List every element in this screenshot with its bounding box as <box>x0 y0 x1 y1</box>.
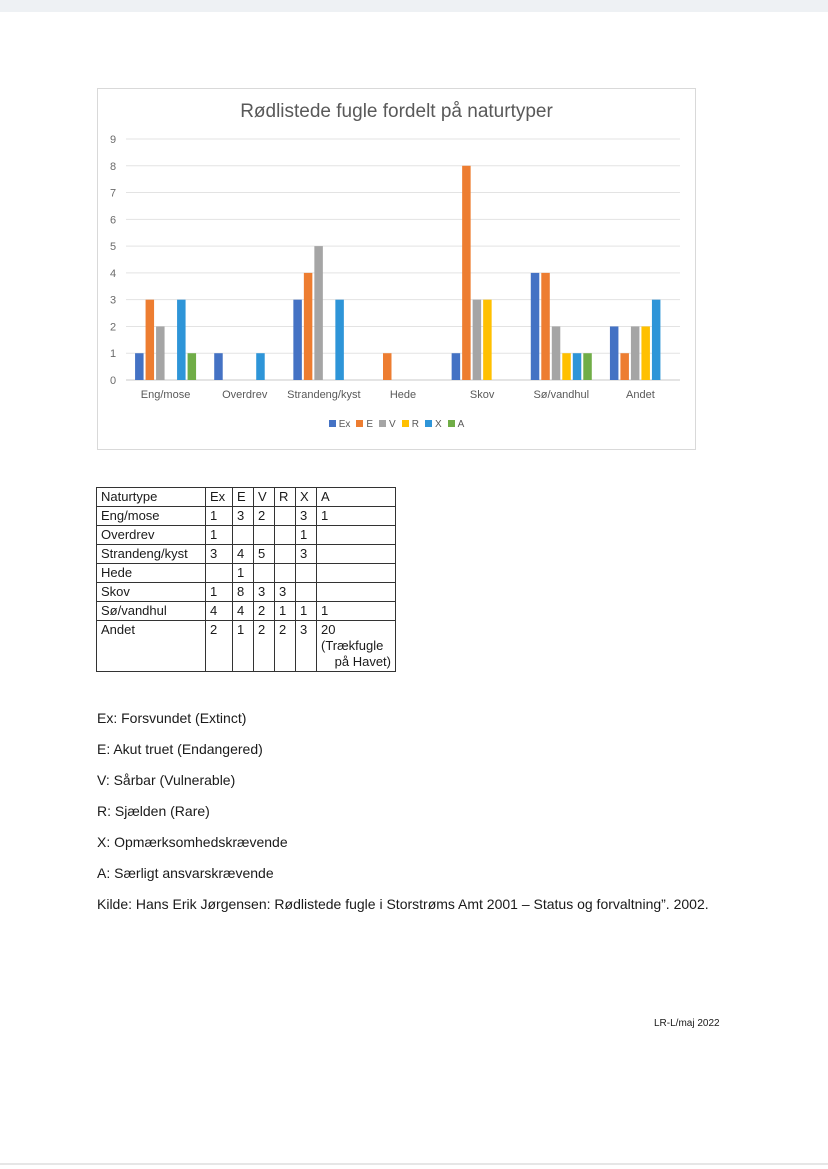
table-cell: 3 <box>296 545 317 564</box>
table-cell: Skov <box>97 583 206 602</box>
table-cell <box>275 564 296 583</box>
y-tick-label: 5 <box>110 241 117 254</box>
table-cell: 1 <box>275 602 296 621</box>
table-cell: 4 <box>206 602 233 621</box>
legend-label: E <box>366 419 374 430</box>
bar-a <box>188 353 197 380</box>
legend-item <box>448 419 465 430</box>
table-cell: 3 <box>275 583 296 602</box>
table-cell: 3 <box>254 583 275 602</box>
table-header-cell: V <box>254 488 275 507</box>
table-cell: Overdrev <box>97 526 206 545</box>
x-category-label: Skov <box>469 389 495 401</box>
table-cell: 3 <box>206 545 233 564</box>
table-cell: 1 <box>206 583 233 602</box>
table-cell: 1 <box>296 602 317 621</box>
y-tick-label: 2 <box>110 321 117 334</box>
table-header-cell: X <box>296 488 317 507</box>
table-cell: 4 <box>233 602 254 621</box>
y-tick-label: 4 <box>110 267 117 280</box>
x-category-label: Eng/mose <box>140 389 191 401</box>
legend-label: A <box>457 419 465 430</box>
legend-label: V <box>389 419 396 430</box>
table-cell <box>254 564 275 583</box>
legend-item <box>329 419 351 430</box>
x-category-label: Strandeng/kyst <box>287 389 361 401</box>
table-cell: Strandeng/kyst <box>97 545 206 564</box>
andet-a-value: 20 <box>321 622 336 637</box>
table-cell: 3 <box>233 507 254 526</box>
chart-title: Rødlistede fugle fordelt på naturtyper <box>240 101 553 122</box>
andet-note-line-2: på Havet) <box>334 654 391 669</box>
bar-ex <box>531 273 540 380</box>
table-cell: 1 <box>206 507 233 526</box>
table-cell <box>275 526 296 545</box>
bar-r <box>483 300 492 380</box>
x-category-label: Sø/vandhul <box>533 389 590 401</box>
table-header-row <box>97 488 396 507</box>
definition-item: X: Opmærksomhedskrævende <box>97 834 288 850</box>
table-cell: Hede <box>97 564 206 583</box>
table-cell: 2 <box>254 602 275 621</box>
bar-r <box>562 353 571 380</box>
legend-label: Ex <box>338 419 351 430</box>
table-cell: Sø/vandhul <box>97 602 206 621</box>
table-cell: Andet <box>97 621 206 672</box>
y-tick-label: 3 <box>110 294 117 307</box>
table-cell <box>206 564 233 583</box>
bar-ex <box>214 353 223 380</box>
y-tick-label: 1 <box>110 348 117 361</box>
chart-canvas <box>98 89 695 449</box>
table-cell <box>317 545 396 564</box>
y-tick-label: 9 <box>110 134 117 146</box>
legend-label: X <box>434 419 442 430</box>
table-cell: 1 <box>296 526 317 545</box>
definitions-list <box>97 710 709 927</box>
legend-item <box>425 419 442 430</box>
bar-x <box>573 353 582 380</box>
legend-item <box>356 419 373 430</box>
table-cell: 3 <box>296 621 317 672</box>
bar-e <box>620 353 629 380</box>
table-cell-andet-a <box>317 621 396 672</box>
bar-v <box>473 300 482 380</box>
table-cell: 1 <box>317 602 396 621</box>
legend-swatch <box>402 420 409 427</box>
legend-item <box>402 419 419 430</box>
bar-chart <box>97 88 696 450</box>
source-citation: Kilde: Hans Erik Jørgensen: Rødlistede fugle i Storstrøms Amt 2001 – Status og forvaltning”. 2002. <box>97 896 709 912</box>
bar-v <box>156 326 165 380</box>
table-cell <box>317 564 396 583</box>
table-header-cell: Ex <box>206 488 233 507</box>
table-header-cell: A <box>317 488 396 507</box>
table-cell <box>317 526 396 545</box>
table-cell: 1 <box>233 621 254 672</box>
table-cell <box>275 545 296 564</box>
table-row <box>97 564 396 583</box>
table-row <box>97 583 396 602</box>
bar-e <box>462 166 471 380</box>
naturtype-table <box>96 487 396 672</box>
table-cell: 1 <box>317 507 396 526</box>
y-tick-label: 0 <box>110 375 117 387</box>
bar-v <box>631 326 640 380</box>
x-category-label: Overdrev <box>222 389 268 401</box>
table-cell <box>254 526 275 545</box>
table-cell: 3 <box>296 507 317 526</box>
scan-bottom-line <box>0 1163 828 1165</box>
y-tick-label: 6 <box>110 214 117 227</box>
table-cell <box>275 507 296 526</box>
legend-swatch <box>379 420 386 427</box>
definition-item: V: Sårbar (Vulnerable) <box>97 772 236 788</box>
definition-item: Ex: Forsvundet (Extinct) <box>97 710 247 726</box>
y-tick-label: 8 <box>110 160 117 173</box>
bar-ex <box>135 353 144 380</box>
table-cell: 2 <box>254 621 275 672</box>
x-category-label: Hede <box>389 389 417 401</box>
table-cell <box>296 564 317 583</box>
bar-e <box>304 273 313 380</box>
bar-e <box>146 300 155 380</box>
table-cell <box>233 526 254 545</box>
table-cell <box>317 583 396 602</box>
definition-item: A: Særligt ansvarskrævende <box>97 865 274 881</box>
table-cell: 1 <box>233 564 254 583</box>
table-cell: 2 <box>275 621 296 672</box>
bar-x <box>177 300 186 380</box>
bar-v <box>314 246 323 380</box>
bar-e <box>541 273 550 380</box>
legend-swatch <box>425 420 432 427</box>
table-row <box>97 602 396 621</box>
table-row <box>97 545 396 564</box>
bar-r <box>641 326 650 380</box>
table-cell: 2 <box>206 621 233 672</box>
table-row <box>97 507 396 526</box>
legend-swatch <box>448 420 455 427</box>
table-row <box>97 526 396 545</box>
table-cell: 4 <box>233 545 254 564</box>
legend-swatch <box>329 420 336 427</box>
footer-label: LR-L/maj 2022 <box>654 1018 720 1029</box>
table-cell: Eng/mose <box>97 507 206 526</box>
table-header-cell: Naturtype <box>97 488 206 507</box>
bar-x <box>652 300 661 380</box>
x-category-label: Andet <box>626 389 655 401</box>
bar-x <box>335 300 344 380</box>
legend-item <box>379 419 396 430</box>
table-header-cell: R <box>275 488 296 507</box>
bar-ex <box>610 326 619 380</box>
table-header-cell: E <box>233 488 254 507</box>
bar-x <box>256 353 265 380</box>
bar-e <box>383 353 392 380</box>
bar-a <box>583 353 592 380</box>
y-tick-label: 7 <box>110 187 117 200</box>
andet-note-line-1: (Trækfugle <box>321 638 384 653</box>
definition-item: E: Akut truet (Endangered) <box>97 741 263 757</box>
table-cell: 8 <box>233 583 254 602</box>
table-cell: 1 <box>206 526 233 545</box>
table-cell: 5 <box>254 545 275 564</box>
table-cell: 2 <box>254 507 275 526</box>
chart-legend <box>98 419 695 430</box>
bar-v <box>552 326 561 380</box>
bar-ex <box>293 300 302 380</box>
scan-top-band <box>0 0 828 12</box>
table-cell <box>296 583 317 602</box>
definition-item: R: Sjælden (Rare) <box>97 803 210 819</box>
legend-swatch <box>356 420 363 427</box>
legend-label: R <box>411 419 419 430</box>
table-row <box>97 621 396 672</box>
bar-ex <box>452 353 461 380</box>
